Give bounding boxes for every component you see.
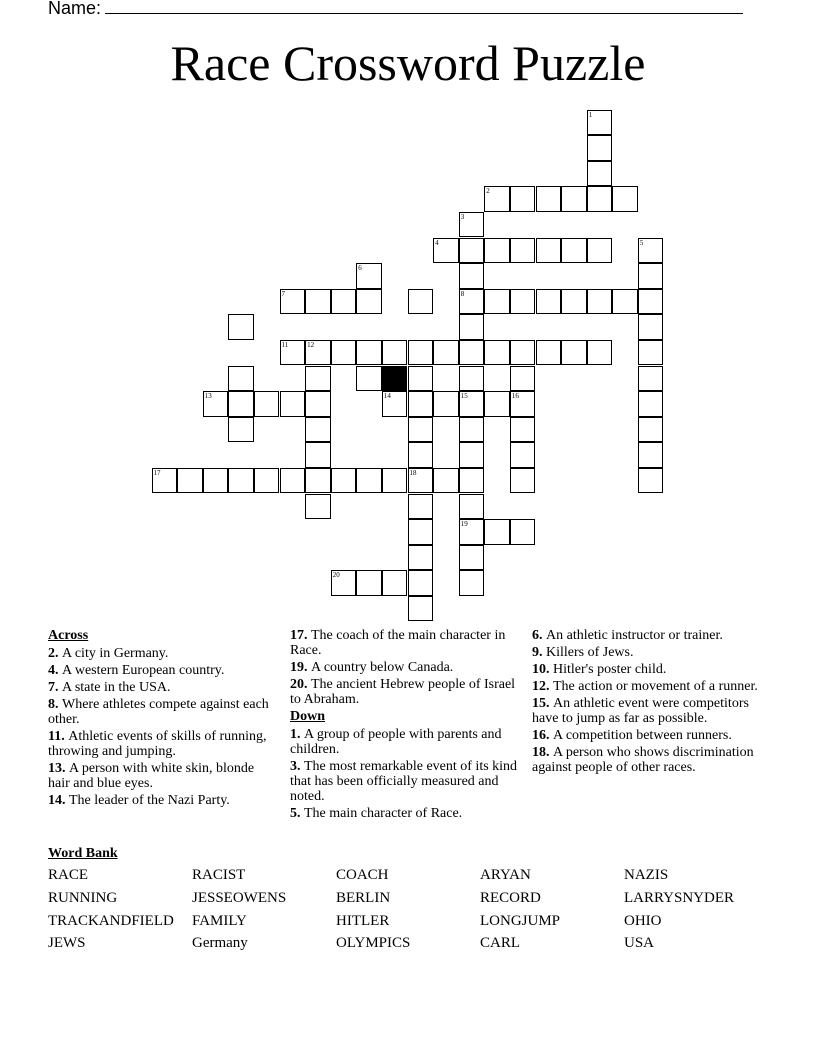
- clue-num: 6.: [532, 628, 546, 643]
- grid-cell[interactable]: [638, 289, 664, 315]
- clue-num: 11.: [48, 729, 69, 744]
- grid-cell[interactable]: [305, 289, 331, 315]
- across-clue: [48, 793, 270, 808]
- grid-cell[interactable]: [408, 366, 434, 392]
- clue-text: A western European country.: [62, 663, 225, 678]
- clue-num: 13.: [48, 761, 69, 776]
- grid-cell[interactable]: [587, 289, 613, 315]
- clue-number: 11: [281, 340, 289, 349]
- across-clue: [48, 646, 270, 661]
- grid-cell[interactable]: [408, 468, 434, 494]
- grid-cell[interactable]: [459, 545, 485, 571]
- down-clue: [532, 745, 768, 775]
- clue-num: 17.: [290, 628, 311, 643]
- grid-cell[interactable]: [356, 366, 382, 392]
- grid-cell[interactable]: [484, 519, 510, 545]
- grid-cell[interactable]: [356, 289, 382, 315]
- grid-cell[interactable]: [459, 340, 485, 366]
- clue-text: Hitler's poster child.: [553, 662, 667, 677]
- grid-cell[interactable]: [433, 238, 459, 264]
- grid-cell[interactable]: [305, 417, 331, 443]
- grid-cell[interactable]: [356, 340, 382, 366]
- grid-cell[interactable]: [408, 596, 434, 622]
- word-bank-word: NAZIS: [624, 867, 669, 883]
- word-bank-word: OHIO: [624, 913, 662, 929]
- clue-text: A person with white skin, blonde hair and blue eyes.: [48, 761, 255, 791]
- grid-cell[interactable]: [305, 494, 331, 520]
- grid-cell[interactable]: [203, 468, 229, 494]
- word-bank-word: FAMILY: [192, 913, 247, 929]
- clue-number: 12: [307, 340, 315, 349]
- grid-cell[interactable]: [382, 340, 408, 366]
- clue-text: A group of people with parents and children.: [290, 727, 502, 757]
- grid-cell[interactable]: [459, 468, 485, 494]
- grid-cell[interactable]: [638, 263, 664, 289]
- across-clue: [290, 677, 522, 707]
- grid-cell[interactable]: [459, 391, 485, 417]
- across-clue: [48, 697, 270, 727]
- clue-num: 8.: [48, 697, 62, 712]
- grid-cell[interactable]: [536, 340, 562, 366]
- clue-text: An athletic event were competitors have to jump as far as possible.: [532, 696, 749, 726]
- clue-number: 19: [460, 520, 468, 529]
- grid-cell[interactable]: [408, 340, 434, 366]
- word-bank-word: RUNNING: [48, 890, 118, 906]
- clue-num: 20.: [290, 677, 311, 692]
- across-clue: [48, 761, 270, 791]
- grid-cell[interactable]: [638, 314, 664, 340]
- grid-cell[interactable]: [459, 570, 485, 596]
- word-bank-word: OLYMPICS: [336, 935, 411, 951]
- clue-number: 3: [460, 212, 465, 221]
- grid-cell[interactable]: [228, 366, 254, 392]
- grid-cell[interactable]: [510, 391, 536, 417]
- grid-cell[interactable]: [510, 468, 536, 494]
- grid-cell[interactable]: [536, 238, 562, 264]
- grid-cell[interactable]: [305, 391, 331, 417]
- word-bank-word: RACE: [48, 867, 89, 883]
- down-clue: [290, 806, 522, 821]
- down-clue: [290, 759, 522, 804]
- across-clue: [48, 663, 270, 678]
- clue-num: 18.: [532, 745, 553, 760]
- clue-num: 4.: [48, 663, 62, 678]
- grid-cell[interactable]: [638, 468, 664, 494]
- clue-num: 1.: [290, 727, 304, 742]
- word-bank-word: COACH: [336, 867, 389, 883]
- grid-cell[interactable]: [587, 340, 613, 366]
- down-clue: [532, 679, 768, 694]
- clue-text: The main character of Race.: [304, 806, 463, 821]
- grid-cell[interactable]: [612, 186, 638, 212]
- word-bank-word: BERLIN: [336, 890, 391, 906]
- grid-cell[interactable]: [433, 468, 459, 494]
- word-bank-word: HITLER: [336, 913, 390, 929]
- clue-number: 7: [281, 289, 285, 298]
- grid-cell[interactable]: [510, 519, 536, 545]
- grid-cell[interactable]: [408, 417, 434, 443]
- grid-cell[interactable]: [561, 238, 587, 264]
- grid-cell[interactable]: [356, 570, 382, 596]
- grid-cell[interactable]: [331, 340, 357, 366]
- grid-cell[interactable]: [561, 186, 587, 212]
- clue-text: A competition between runners.: [553, 728, 732, 743]
- name-label: Name:: [48, 0, 102, 18]
- grid-cell[interactable]: [459, 417, 485, 443]
- grid-cell[interactable]: [638, 391, 664, 417]
- word-bank-word: JESSEOWENS: [192, 890, 287, 906]
- grid-cell[interactable]: [510, 366, 536, 392]
- grid-cell[interactable]: [305, 340, 331, 366]
- grid-cell[interactable]: [459, 263, 485, 289]
- clue-text: The ancient Hebrew people of Israel to Abraham.: [290, 677, 516, 707]
- grid-cell[interactable]: [638, 417, 664, 443]
- grid-cell[interactable]: [408, 494, 434, 520]
- grid-cell[interactable]: [408, 570, 434, 596]
- clue-text: A city in Germany.: [62, 646, 169, 661]
- clue-number: 5: [639, 238, 644, 247]
- grid-cell[interactable]: [561, 289, 587, 315]
- grid-cell[interactable]: [510, 340, 536, 366]
- clue-number: 8: [460, 289, 465, 298]
- clue-num: 9.: [532, 645, 546, 660]
- clue-number: 17: [153, 468, 161, 477]
- clue-num: 19.: [290, 660, 311, 675]
- grid-cell[interactable]: [228, 391, 254, 417]
- grid-cell[interactable]: [587, 135, 613, 161]
- grid-cell[interactable]: [638, 340, 664, 366]
- clue-number: 13: [204, 392, 212, 401]
- grid-cell[interactable]: [612, 289, 638, 315]
- word-bank-heading: Word Bank: [48, 846, 118, 861]
- word-bank-word: USA: [624, 935, 655, 951]
- clue-num: 3.: [290, 759, 304, 774]
- clue-text: The most remarkable event of its kind that has been officially measured and noted.: [290, 759, 518, 804]
- grid-cell[interactable]: [638, 366, 664, 392]
- grid-cell[interactable]: [459, 238, 485, 264]
- grid-cell[interactable]: [280, 340, 306, 366]
- grid-cell[interactable]: [510, 442, 536, 468]
- grid-cell[interactable]: [587, 238, 613, 264]
- across-clue: [290, 660, 522, 675]
- grid-cell[interactable]: [536, 186, 562, 212]
- clue-num: 16.: [532, 728, 553, 743]
- clue-number: 16: [511, 392, 519, 401]
- clue-text: The coach of the main character in Race.: [290, 628, 506, 658]
- grid-cell[interactable]: [638, 442, 664, 468]
- word-bank-word: CARL: [480, 935, 521, 951]
- grid-cell[interactable]: [408, 519, 434, 545]
- word-bank-word: RECORD: [480, 890, 541, 906]
- down-clue: [532, 662, 768, 677]
- clue-num: 5.: [290, 806, 304, 821]
- grid-cell[interactable]: [510, 289, 536, 315]
- grid-cell[interactable]: [280, 468, 306, 494]
- grid-cell[interactable]: [382, 391, 408, 417]
- grid-cell[interactable]: [408, 391, 434, 417]
- clue-num: 15.: [532, 696, 553, 711]
- grid-cell[interactable]: [433, 340, 459, 366]
- word-bank-word: RACIST: [192, 867, 246, 883]
- grid-cell[interactable]: [228, 314, 254, 340]
- grid-cell[interactable]: [459, 519, 485, 545]
- grid-cell[interactable]: [587, 186, 613, 212]
- grid-cell[interactable]: [484, 238, 510, 264]
- clue-number: 1: [588, 110, 593, 119]
- page-title: Race Crossword Puzzle: [170, 35, 646, 91]
- across-clue: [290, 628, 522, 658]
- grid-cell[interactable]: [484, 186, 510, 212]
- down-clue: [532, 728, 768, 743]
- clue-number: 14: [383, 392, 391, 401]
- grid-cell[interactable]: [408, 545, 434, 571]
- grid-cell[interactable]: [382, 570, 408, 596]
- clue-text: An athletic instructor or trainer.: [546, 628, 723, 643]
- clue-text: A state in the USA.: [62, 680, 171, 695]
- clue-num: 2.: [48, 646, 62, 661]
- grid-block-cell: [382, 366, 408, 392]
- word-bank-word: JEWS: [48, 935, 86, 951]
- grid-cell[interactable]: [305, 442, 331, 468]
- clue-number: 20: [332, 571, 340, 580]
- down-clue: [532, 696, 768, 726]
- grid-cell[interactable]: [459, 366, 485, 392]
- across-clue: [48, 680, 270, 695]
- word-bank-word: TRACKANDFIELD: [48, 913, 174, 929]
- grid-cell[interactable]: [280, 289, 306, 315]
- grid-cell[interactable]: [305, 366, 331, 392]
- grid-cell[interactable]: [331, 468, 357, 494]
- grid-cell[interactable]: [356, 468, 382, 494]
- clue-number: 6: [358, 264, 362, 273]
- grid-cell[interactable]: [228, 417, 254, 443]
- grid-cell[interactable]: [459, 442, 485, 468]
- grid-cell[interactable]: [510, 417, 536, 443]
- clue-num: 12.: [532, 679, 553, 694]
- word-bank-word: LONGJUMP: [480, 913, 561, 929]
- grid-cell[interactable]: [459, 494, 485, 520]
- clues-column-3: [532, 628, 768, 777]
- grid-cell[interactable]: [305, 468, 331, 494]
- grid-cell[interactable]: [587, 161, 613, 187]
- clue-num: 14.: [48, 793, 69, 808]
- down-clue: [532, 628, 768, 643]
- grid-cell[interactable]: [152, 468, 178, 494]
- clue-text: The action or movement of a runner.: [553, 679, 758, 694]
- clue-num: 10.: [532, 662, 553, 677]
- grid-cell[interactable]: [587, 110, 613, 136]
- clue-text: The leader of the Nazi Party.: [69, 793, 230, 808]
- clue-number: 4: [435, 238, 439, 247]
- grid-cell[interactable]: [484, 391, 510, 417]
- clue-number: 2: [486, 187, 490, 196]
- grid-cell[interactable]: [228, 468, 254, 494]
- grid-cell[interactable]: [254, 468, 280, 494]
- word-bank-word: Germany: [192, 935, 248, 951]
- grid-cell[interactable]: [331, 289, 357, 315]
- clue-text: A country below Canada.: [311, 660, 454, 675]
- across-clue: [48, 729, 270, 759]
- grid-cell[interactable]: [203, 391, 229, 417]
- across-heading: Across: [48, 628, 89, 643]
- grid-cell[interactable]: [638, 238, 664, 264]
- grid-cell[interactable]: [356, 263, 382, 289]
- clues-column-1: [48, 628, 270, 810]
- grid-cell[interactable]: [510, 186, 536, 212]
- down-heading: Down: [290, 709, 326, 724]
- clue-number: 15: [460, 392, 468, 401]
- clue-num: 7.: [48, 680, 62, 695]
- grid-cell[interactable]: [459, 212, 485, 238]
- clue-text: Athletic events of skills of running, throwing and jumping.: [48, 729, 267, 759]
- grid-cell[interactable]: [177, 468, 203, 494]
- clue-number: 18: [409, 468, 417, 477]
- grid-cell[interactable]: [433, 391, 459, 417]
- grid-cell[interactable]: [536, 289, 562, 315]
- grid-cell[interactable]: [484, 289, 510, 315]
- grid-cell[interactable]: [408, 442, 434, 468]
- grid-cell[interactable]: [254, 391, 280, 417]
- clue-text: A person who shows discrimination against people of other races.: [532, 745, 754, 775]
- grid-cell[interactable]: [484, 340, 510, 366]
- clue-text: Killers of Jews.: [546, 645, 634, 660]
- grid-cell[interactable]: [459, 289, 485, 315]
- grid-cell[interactable]: [408, 289, 434, 315]
- grid-cell[interactable]: [280, 391, 306, 417]
- grid-cell[interactable]: [331, 570, 357, 596]
- grid-cell[interactable]: [459, 314, 485, 340]
- word-bank-word: LARRYSNYDER: [624, 890, 735, 906]
- grid-cell[interactable]: [561, 340, 587, 366]
- clue-text: Where athletes compete against each other.: [48, 697, 269, 727]
- down-clue: [532, 645, 768, 660]
- word-bank-word: ARYAN: [480, 867, 531, 883]
- down-clue: [290, 727, 522, 757]
- grid-cell[interactable]: [510, 238, 536, 264]
- grid-cell[interactable]: [382, 468, 408, 494]
- clues-column-2: [290, 628, 522, 823]
